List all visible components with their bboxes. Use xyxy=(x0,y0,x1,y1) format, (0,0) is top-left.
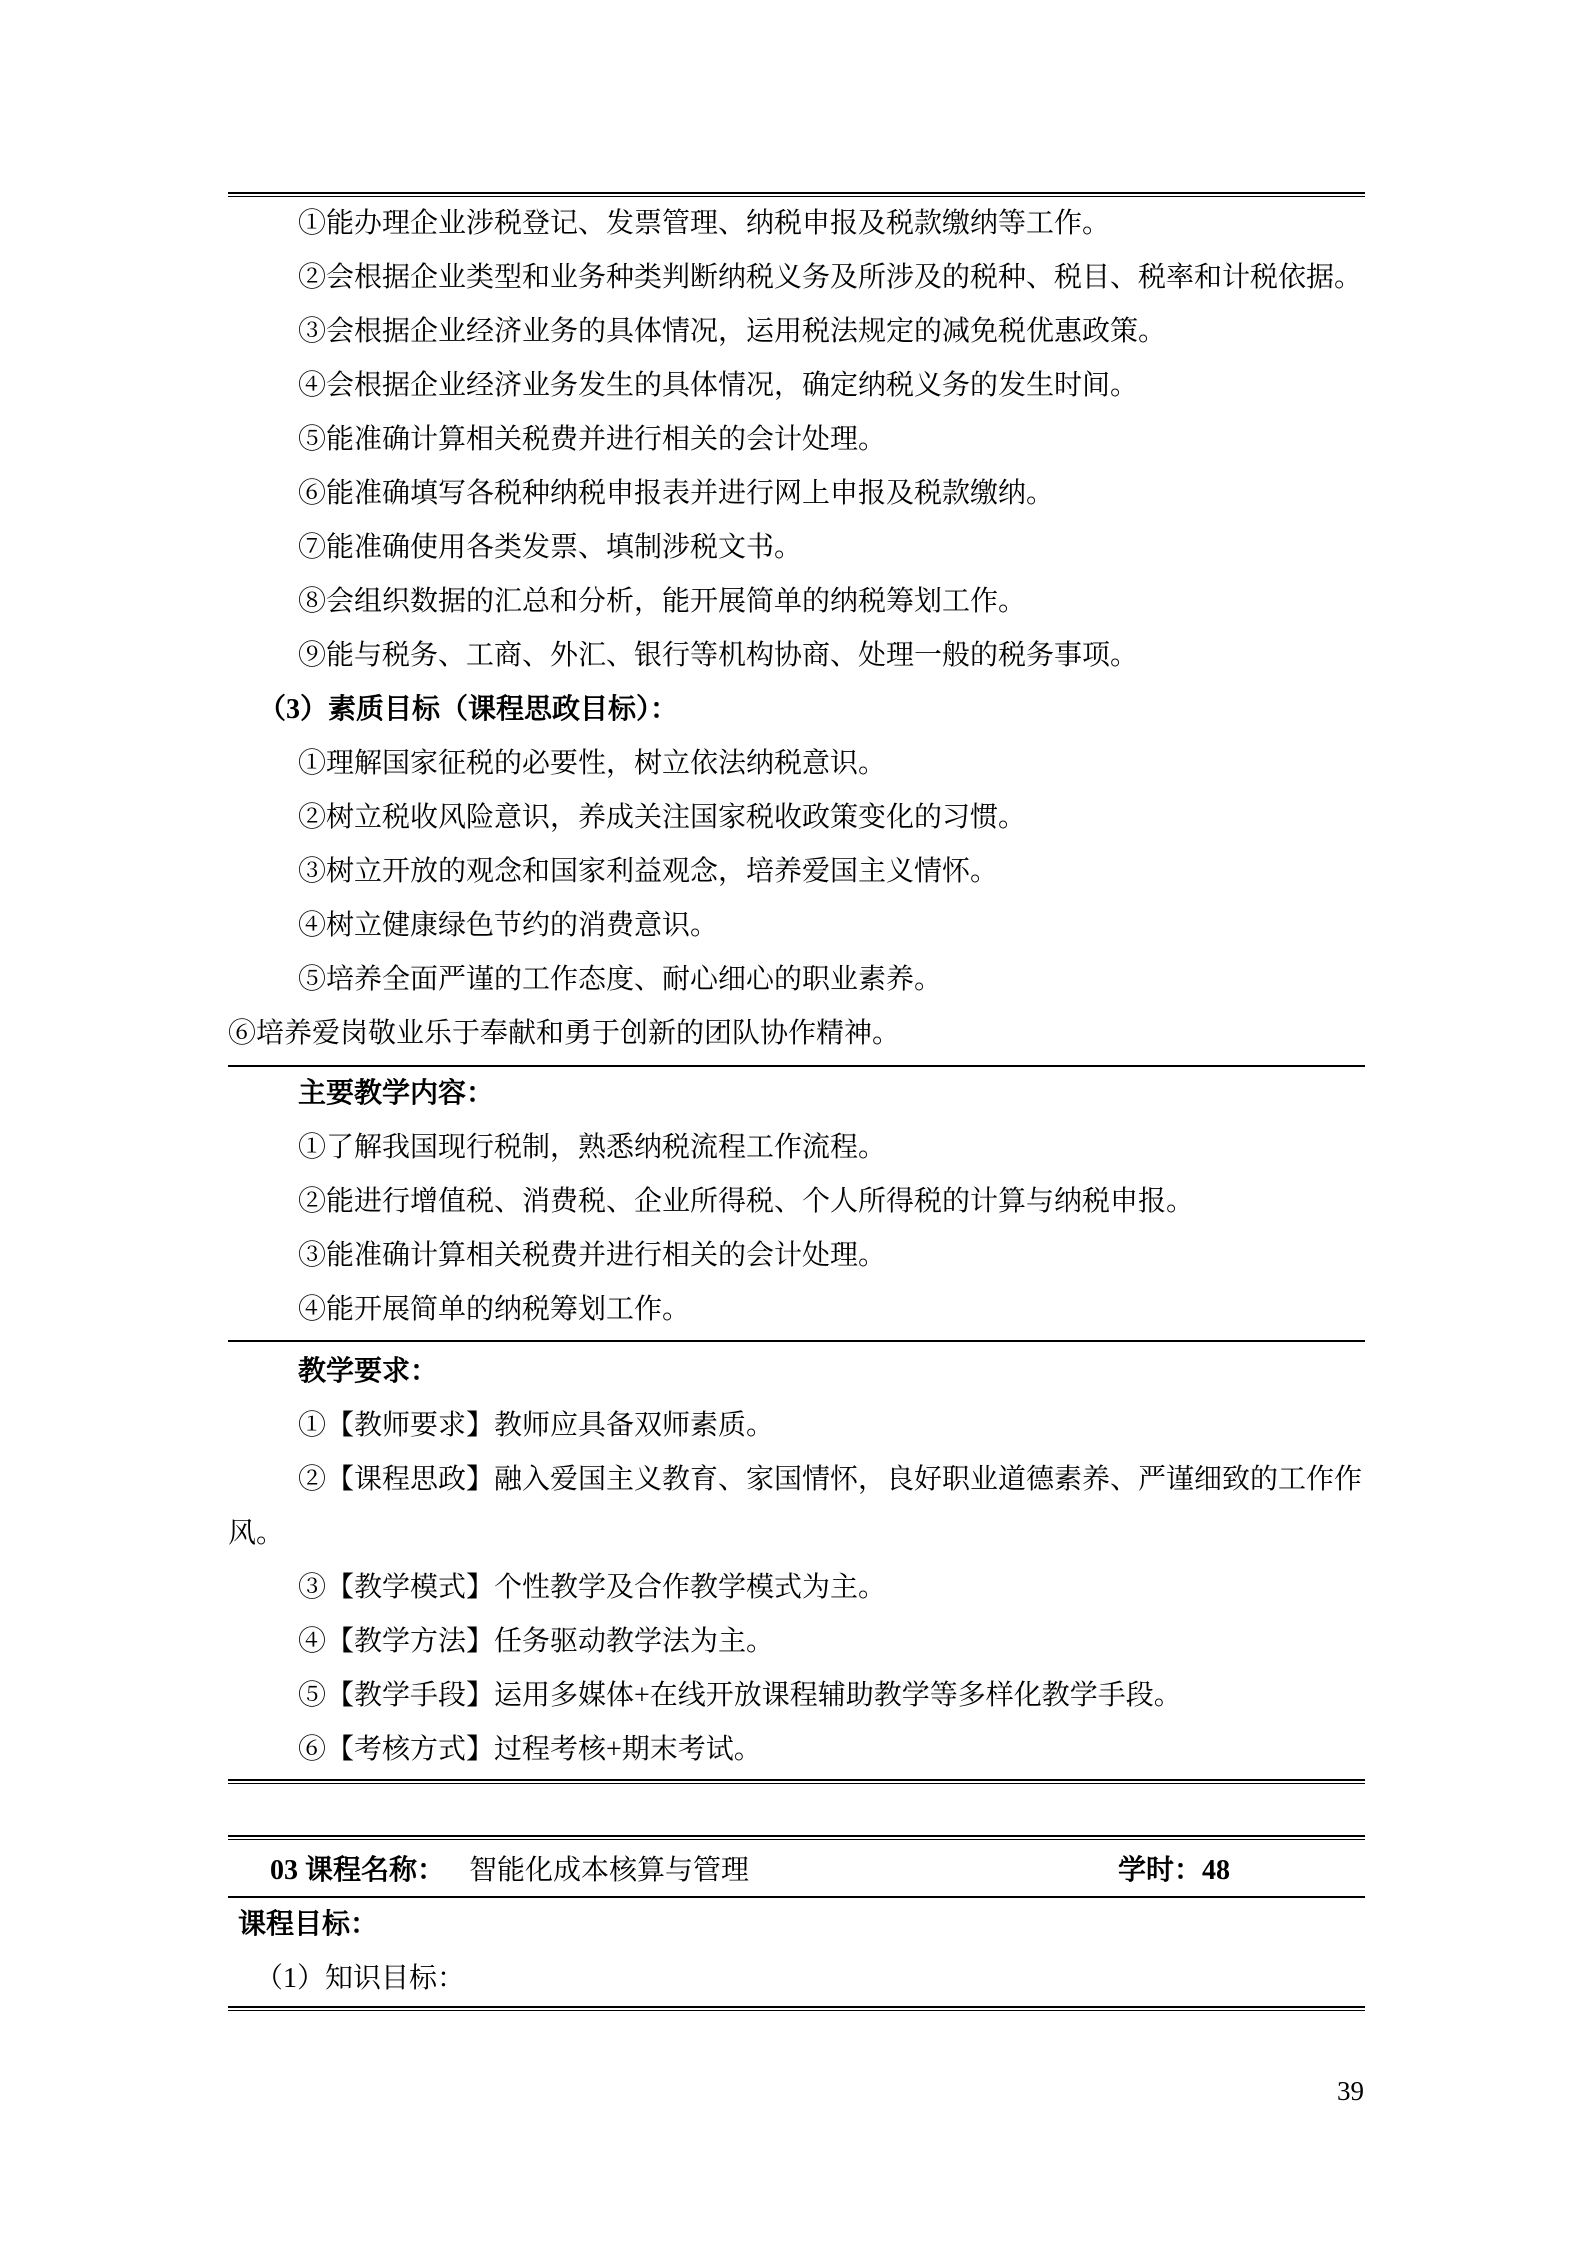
requirement-item: ③【教学模式】个性教学及合作教学模式为主。 xyxy=(298,1572,887,1603)
ability-item: ⑨能与税务、工商、外汇、银行等机构协商、处理一般的税务事项。 xyxy=(298,640,1139,671)
teaching-content-item: ④能开展简单的纳税筹划工作。 xyxy=(298,1294,691,1325)
course-name: 智能化成本核算与管理 xyxy=(469,1855,750,1886)
ability-item: ⑥能准确填写各税种纳税申报表并进行网上申报及税款缴纳。 xyxy=(298,478,1055,509)
requirement-item: ⑤【教学手段】运用多媒体+在线开放课程辅助教学等多样化教学手段。 xyxy=(298,1680,1182,1711)
course-header-row xyxy=(228,1840,1365,1896)
course-goal-heading: 课程目标： xyxy=(238,1909,379,1940)
teaching-content-item: ③能准确计算相关税费并进行相关的会计处理。 xyxy=(298,1240,887,1271)
page-number: 39 xyxy=(1337,2076,1364,2106)
quality-item: ⑥培养爱岗敬业乐于奉献和勇于创新的团队协作精神。 xyxy=(228,1018,901,1049)
ability-item: ⑤能准确计算相关税费并进行相关的会计处理。 xyxy=(298,424,887,455)
requirement-item: ①【教师要求】教师应具备双师素质。 xyxy=(298,1410,775,1441)
quality-objectives-heading: （3）素质目标（课程思政目标）： xyxy=(258,694,679,725)
knowledge-goal-heading: （1）知识目标： xyxy=(255,1963,466,1994)
ability-item: ②会根据企业类型和业务种类判断纳税义务及所涉及的税种、税目、税率和计税依据。 xyxy=(298,262,1363,293)
ability-item: ③会根据企业经济业务的具体情况，运用税法规定的减免税优惠政策。 xyxy=(298,316,1167,347)
requirement-item-continuation: 风。 xyxy=(228,1518,285,1549)
teaching-requirements-section xyxy=(228,1342,1365,1779)
ability-item: ①能办理企业涉税登记、发票管理、纳税申报及税款缴纳等工作。 xyxy=(298,208,1111,239)
teaching-content-item: ②能进行增值税、消费税、企业所得税、个人所得税的计算与纳税申报。 xyxy=(298,1186,1195,1217)
teaching-requirements-heading: 教学要求： xyxy=(298,1356,439,1387)
teaching-content-heading: 主要教学内容： xyxy=(298,1078,495,1109)
table2-border-bottom xyxy=(228,2006,1365,2011)
ability-item: ⑦能准确使用各类发票、填制涉税文书。 xyxy=(298,532,803,563)
course-code-label: 03 课程名称： xyxy=(270,1855,446,1886)
course-goals-section xyxy=(228,1898,1365,2006)
course-outline-table xyxy=(228,192,1365,2011)
quality-item: ④树立健康绿色节约的消费意识。 xyxy=(298,910,719,941)
requirement-item: ②【课程思政】融入爱国主义教育、家国情怀，良好职业道德素养、严谨细致的工作作 xyxy=(298,1464,1363,1495)
quality-item: ⑤培养全面严谨的工作态度、耐心细心的职业素养。 xyxy=(298,964,943,995)
ability-item: ⑧会组织数据的汇总和分析，能开展简单的纳税筹划工作。 xyxy=(298,586,1027,617)
ability-item: ④会根据企业经济业务发生的具体情况，确定纳税义务的发生时间。 xyxy=(298,370,1139,401)
objectives-section xyxy=(228,197,1365,1065)
course-hours: 学时：48 xyxy=(1117,1855,1230,1886)
quality-item: ①理解国家征税的必要性，树立依法纳税意识。 xyxy=(298,748,887,779)
requirement-item: ④【教学方法】任务驱动教学法为主。 xyxy=(298,1626,775,1657)
requirement-item: ⑥【考核方式】过程考核+期末考试。 xyxy=(298,1734,762,1765)
teaching-content-item: ①了解我国现行税制，熟悉纳税流程工作流程。 xyxy=(298,1132,887,1163)
quality-item: ③树立开放的观念和国家利益观念，培养爱国主义情怀。 xyxy=(298,856,999,887)
table-gap xyxy=(228,1784,1365,1835)
quality-item: ②树立税收风险意识，养成关注国家税收政策变化的习惯。 xyxy=(298,802,1027,833)
teaching-content-section xyxy=(228,1067,1365,1340)
